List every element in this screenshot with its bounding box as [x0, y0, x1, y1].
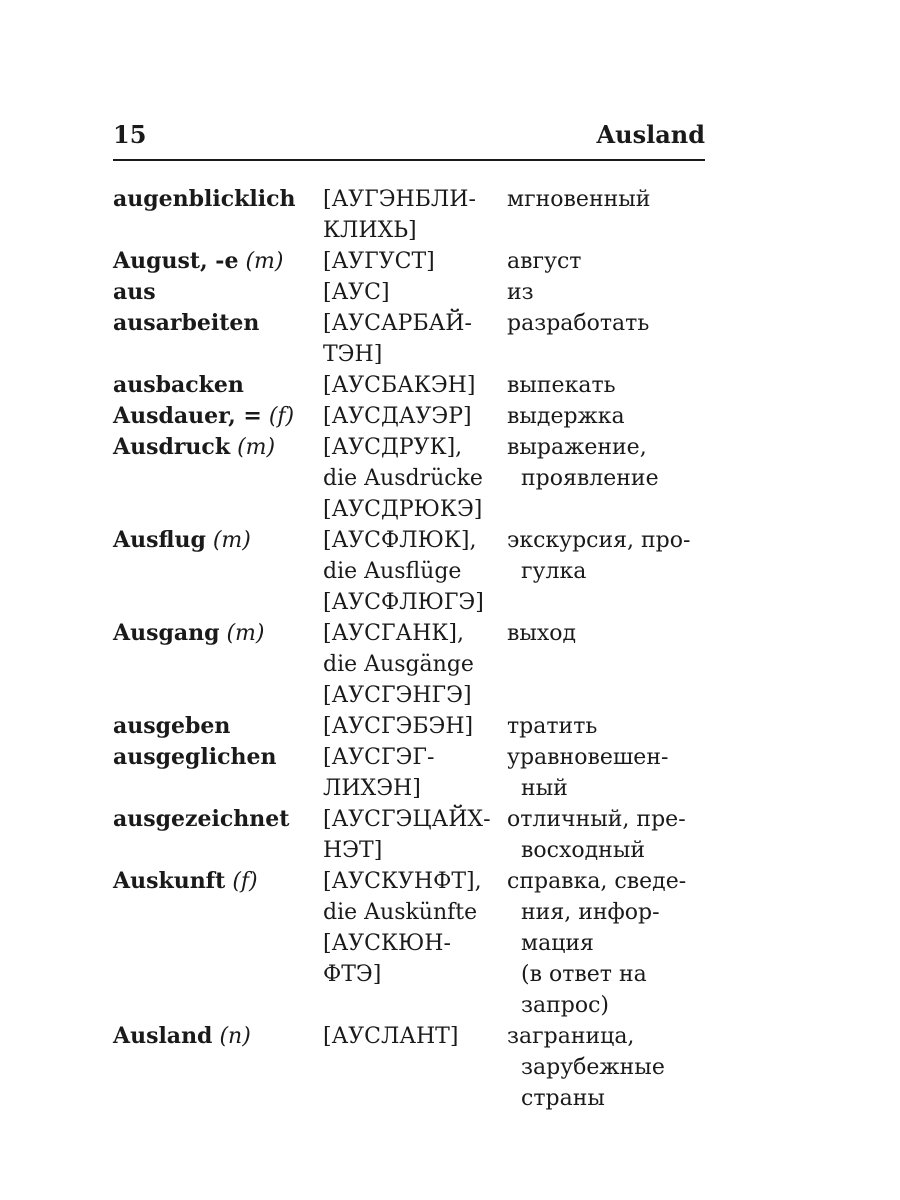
transcription-line: ФТЭ]: [323, 962, 382, 987]
translation-line: восходный: [521, 838, 645, 863]
transcription-line: [АУГУСТ]: [323, 249, 435, 274]
transcription-line: [АУСФЛЮГЭ]: [323, 590, 484, 615]
transcription-line: [АУСГЭЦАЙХ-: [323, 807, 491, 832]
gender-marker: (f): [268, 404, 295, 429]
headword-text: aus: [113, 279, 156, 305]
transcription: [323, 184, 476, 246]
transcription-line: [АУСБАКЭН]: [323, 373, 476, 398]
translation: [507, 804, 686, 866]
headword-text: Ausdauer, =: [113, 403, 262, 429]
translation: [507, 308, 649, 339]
transcription-line: [АУСЛАНТ]: [323, 1024, 459, 1049]
transcription-line: [АУСКУНФТ],: [323, 869, 482, 894]
translation-line: разработать: [507, 311, 650, 336]
headword-text: ausgezeichnet: [113, 806, 290, 832]
translation: [507, 866, 686, 1021]
headword-text: Ausgang: [113, 620, 220, 646]
headword: [113, 711, 230, 742]
translation: [507, 711, 597, 742]
transcription: [323, 742, 434, 804]
translation: [507, 370, 616, 401]
translation: [507, 742, 668, 804]
transcription-line: ТЭН]: [323, 342, 383, 367]
translation-line: (в ответ на: [521, 962, 647, 987]
translation-line: гулка: [521, 559, 587, 584]
transcription: [323, 432, 483, 525]
headword: [113, 804, 289, 835]
headword: [113, 618, 265, 649]
translation-line: зарубежные: [521, 1055, 665, 1080]
transcription-line: die Ausgänge: [323, 652, 474, 677]
headword: [113, 866, 258, 897]
dictionary-entry: [113, 277, 713, 308]
dictionary-entry: [113, 711, 713, 742]
translation: [507, 401, 625, 432]
dictionary-entry: [113, 308, 713, 370]
translation: [507, 525, 690, 587]
translation-line: из: [507, 280, 534, 305]
gender-marker: (n): [219, 1024, 251, 1049]
translation-line: экскурсия, про-: [507, 528, 691, 553]
transcription: [323, 618, 474, 711]
headword: [113, 432, 275, 463]
dictionary-entry: [113, 432, 713, 525]
headword-text: ausgeben: [113, 713, 231, 739]
transcription-line: [АУСДРЮКЭ]: [323, 497, 483, 522]
headword: [113, 370, 244, 401]
translation-line: выражение,: [507, 435, 647, 460]
gender-marker: (m): [237, 435, 276, 460]
page-header: [113, 120, 705, 156]
translation-line: страны: [521, 1086, 605, 1111]
dictionary-entry: [113, 742, 713, 804]
translation-line: запрос): [521, 993, 610, 1018]
transcription-line: [АУСГЭГ-: [323, 745, 435, 770]
headword-text: augenblicklich: [113, 186, 296, 212]
translation-line: заграница,: [507, 1024, 635, 1049]
dictionary-entry: [113, 618, 713, 711]
gender-marker: (m): [226, 621, 265, 646]
headword: [113, 742, 277, 773]
headword-text: Auskunft: [113, 868, 226, 894]
dictionary-entry: [113, 370, 713, 401]
transcription-line: [АУСАРБАЙ-: [323, 311, 472, 336]
dictionary-entry: [113, 1021, 713, 1114]
translation: [507, 184, 650, 215]
transcription: [323, 711, 473, 742]
transcription-line: [АУСГЭНГЭ]: [323, 683, 472, 708]
translation-line: уравновешен-: [507, 745, 669, 770]
translation-line: ный: [521, 776, 568, 801]
translation: [507, 1021, 665, 1114]
translation-line: проявление: [521, 466, 659, 491]
translation-line: выдержка: [507, 404, 625, 429]
translation: [507, 246, 581, 277]
dictionary-entry: [113, 246, 713, 277]
translation-line: отличный, пре-: [507, 807, 686, 832]
translation-line: ния, инфор-: [521, 900, 660, 925]
translation: [507, 618, 576, 649]
transcription-line: [АУС]: [323, 280, 390, 305]
gender-marker: (m): [212, 528, 251, 553]
translation-line: август: [507, 249, 582, 274]
transcription: [323, 401, 472, 432]
transcription-line: НЭТ]: [323, 838, 383, 863]
transcription-line: КЛИХЬ]: [323, 218, 417, 243]
transcription: [323, 370, 475, 401]
transcription-line: [АУСДРУК],: [323, 435, 463, 460]
entry-list: [113, 184, 713, 1114]
translation: [507, 432, 659, 494]
transcription-line: die Auskünfte: [323, 900, 478, 925]
transcription-line: [АУГЭНБЛИ-: [323, 187, 476, 212]
dictionary-entry: [113, 804, 713, 866]
translation-line: выход: [507, 621, 577, 646]
headword: [113, 401, 294, 432]
transcription-line: [АУСДАУЭР]: [323, 404, 472, 429]
transcription-line: [АУСГЭБЭН]: [323, 714, 474, 739]
transcription: [323, 1021, 458, 1052]
transcription: [323, 866, 482, 990]
translation: [507, 277, 534, 308]
headword: [113, 1021, 251, 1052]
transcription-line: [АУСФЛЮК],: [323, 528, 477, 553]
headword-text: Ausdruck: [113, 434, 231, 460]
translation-line: справка, сведе-: [507, 869, 687, 894]
gender-marker: (m): [245, 249, 284, 274]
headword-text: August, -e: [113, 248, 239, 274]
transcription: [323, 308, 472, 370]
translation-line: мация: [521, 931, 594, 956]
running-head: Ausland: [596, 120, 705, 149]
dictionary-entry: [113, 401, 713, 432]
header-rule: [113, 159, 705, 161]
headword-text: Ausflug: [113, 527, 206, 553]
transcription-line: [АУСКЮН-: [323, 931, 451, 956]
translation-line: выпекать: [507, 373, 616, 398]
translation-line: тратить: [507, 714, 598, 739]
page-number: 15: [113, 120, 147, 149]
transcription-line: ЛИХЭН]: [323, 776, 421, 801]
headword-text: ausgeglichen: [113, 744, 277, 770]
transcription: [323, 246, 435, 277]
dictionary-entry: [113, 866, 713, 1021]
transcription: [323, 804, 491, 866]
transcription-line: die Ausdrücke: [323, 466, 483, 491]
headword: [113, 277, 156, 308]
dictionary-entry: [113, 184, 713, 246]
headword: [113, 246, 283, 277]
headword: [113, 308, 259, 339]
dictionary-entry: [113, 525, 713, 618]
headword-text: ausarbeiten: [113, 310, 260, 336]
transcription-line: die Ausflüge: [323, 559, 462, 584]
headword-text: Ausland: [113, 1023, 213, 1049]
gender-marker: (f): [232, 869, 258, 894]
headword-text: ausbacken: [113, 372, 244, 398]
headword: [113, 525, 251, 556]
transcription: [323, 525, 484, 618]
translation-line: мгновенный: [507, 187, 651, 212]
transcription: [323, 277, 390, 308]
headword: [113, 184, 295, 215]
transcription-line: [АУСГАНК],: [323, 621, 464, 646]
